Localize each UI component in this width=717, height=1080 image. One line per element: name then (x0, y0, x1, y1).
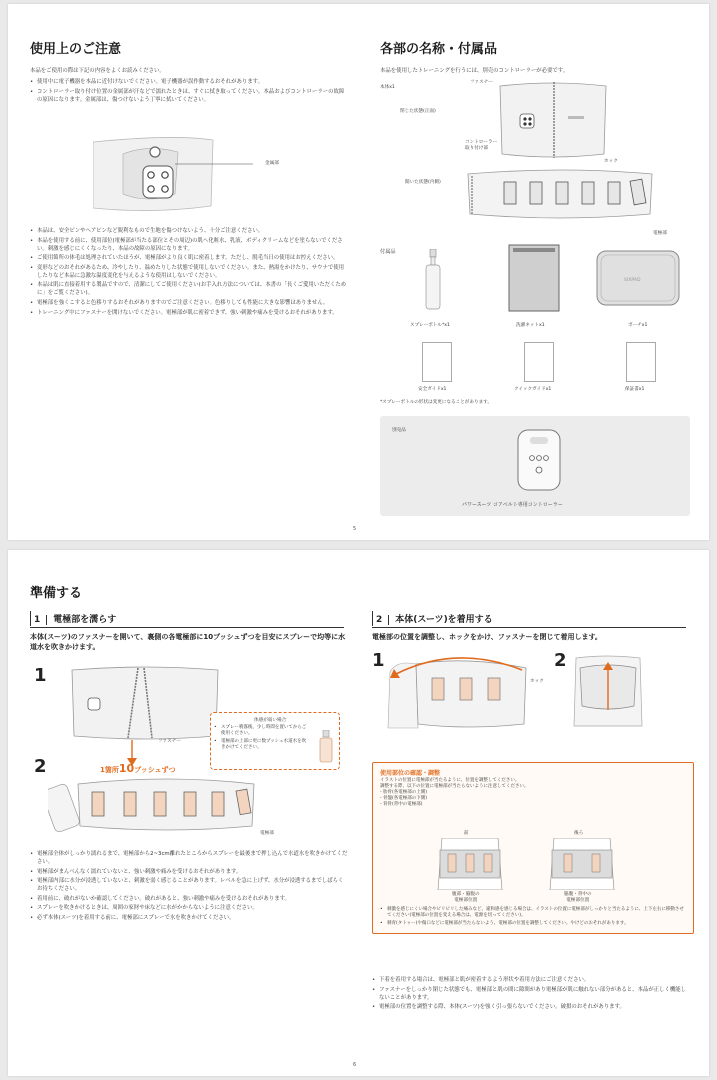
caution-item: • 変形などのおそれがあるため、冷やしたり、温めたりした状態で使用しないでください。また、熱湯をかけたり、サウナで使用したりなど本品に急激な温度変化を与えるような使用はしないでください。 (30, 264, 348, 280)
check-note-item: • 刺激を感じにくい場合やピリピリした痛みなど、違和感を感じる場合は、イラストの位置に電極部がしっかりと当たるように、上下左右に移動させてください(電極部の位置を変える場合は、電源を切ってください)。 (380, 907, 686, 919)
step2-number: 2 (374, 615, 389, 625)
accessory-safety-label: 安全ガイドx1 (418, 387, 447, 392)
step2-title: 本体(スーツ)を着用する (395, 615, 493, 625)
divider (372, 611, 373, 626)
cautions-list-top (30, 78, 348, 105)
callout-title: 体感が弱い場合 (254, 718, 287, 723)
page-number: 6 (353, 1062, 357, 1068)
accessory-net-label: 洗濯ネットx1 (516, 323, 545, 328)
pouch-brand: SIXPAD (624, 278, 641, 283)
spray-note: *スプレーボトルの形状は変更になることがあります。 (380, 400, 492, 405)
check-title: 使用部位の確認・調整 (380, 770, 441, 777)
zipper-label: ファスナー (470, 80, 493, 85)
metal-part-illustration (93, 134, 263, 214)
controller-icon (516, 428, 562, 492)
step1-title: 電極部を濡らす (53, 615, 117, 625)
check-lines (380, 778, 680, 808)
caution-item: • ご使用箇所の体毛は処理されていたほうが、電極部がより良く肌に密着します。ただし、脱毛当日の使用はお控えください。 (30, 254, 348, 262)
check-line: 調整する際、以下の位置に電極部が当たらないように注意してください。 (380, 784, 529, 789)
step1-number: 1 (32, 615, 47, 625)
callout-item: • 電極部の上部に更に数プッシュ水道水を吹きかけてください。 (214, 739, 308, 751)
note-item: • 下着を着用する場合は、電極部と肌が密着するよう形状や着用方法にご注意ください。 (372, 976, 690, 984)
step2-hook-label: ホック (530, 679, 544, 684)
caution-item: • 電極部を強くこすると色移りするおそれがありますのでご注意ください。色移りしても性能に大きな影響はありません。 (30, 299, 348, 307)
cautions-list-bottom (30, 227, 348, 318)
step2-notes (372, 976, 690, 1013)
hook-label: ホック (604, 159, 618, 164)
caution-item: • 本品を使用する前に、使用部位(電極部が当たる部位とその周辺)の肌へ化粧水、乳液、ボディクリームなどを塗らないでください。刺激を感じにくくなったり、本品の故障の原因になります。 (30, 237, 348, 253)
page-6 (8, 550, 709, 1076)
check-notes (380, 907, 686, 928)
caution-item: • コントローラー取り付け位置の金属部が汗などで濡れたときは、すぐに拭き取ってください。本品およびコントローラーの故障の原因になります。金属部は、傷つけないよう丁寧に拭いてください。 (30, 88, 348, 104)
controller-mount-label: コントローラー 取り付け部 (465, 140, 498, 151)
front-caption: 腹部・脇腹の 電極部位置 (452, 892, 480, 903)
parts-intro: 本品を使用したトレーニングを行うには、別売のコントローラーが必要です。 (380, 68, 569, 74)
step2-fig1-number: 1 (372, 650, 385, 671)
laundry-net-icon (508, 244, 560, 312)
divider (372, 627, 686, 628)
cautions-title: 使用上のご注意 (30, 42, 122, 57)
front-body-illustration (432, 838, 508, 890)
note-item: • 電極部がまんべんなく濡れていないと、強い刺激や痛みを受けるおそれがあります。 (30, 868, 348, 876)
note-item: • 電極部全体がしっかり濡れるまで、電極部から2~3cm離れたところからスプレーを最後まで押し込んで水道水を吹きかけてください。 (30, 850, 348, 866)
push-label-a: 1箇所 (100, 766, 119, 774)
push-label-count: 10 (118, 762, 135, 775)
page-number: 5 (353, 526, 357, 532)
belt-closed-illustration (498, 80, 608, 160)
step2-close-illustration (568, 654, 648, 730)
step1-electrode-label: 電極部 (260, 831, 274, 836)
note-item: • 電極部内部に水分が浸透していないと、刺激を弱く感じることがあります。レベルを急に上げず、水分が浸透するまでしばらくお待ちください。 (30, 877, 348, 893)
step2-heading (374, 612, 493, 625)
safety-guide-icon (422, 342, 452, 382)
step1-fig1-number: 1 (34, 665, 47, 686)
divider (30, 611, 31, 626)
check-note-item: • 刺青(タトゥー)や傷口などに電極部が当たらないよう、電極部の位置を調整してください。やけどのおそれがあります。 (380, 921, 686, 927)
check-line: - 骨盤(各電極部の下側) (380, 796, 428, 801)
step1-belt-illustration (70, 664, 220, 742)
note-item: • スプレーを吹きかけるときは、周囲の家財や床などに水がかからないように注意ください。 (30, 904, 348, 912)
back-caption: 脇腹・背中の 電極部位置 (564, 892, 592, 903)
body-label: 本体x1 (380, 85, 395, 90)
accessory-spray-label: スプレーボトル*x1 (410, 323, 450, 328)
back-label: 後ろ (574, 831, 584, 836)
step1-spray-illustration (48, 772, 258, 836)
prepare-title: 準備する (30, 586, 83, 601)
note-item: • 着用前に、破れがないか確認してください。破れがあると、強い刺激や痛みを受けるおそれがあります。 (30, 895, 348, 903)
push-label-c: プッシュずつ (134, 766, 176, 774)
accessory-pouch-label: ポーチx1 (628, 323, 648, 328)
step2-wrap-illustration (386, 650, 536, 730)
open-state-label: 開いた状態(内側) (405, 180, 441, 185)
step1-heading (32, 612, 116, 625)
step2-fig2-number: 2 (554, 650, 567, 671)
step1-notes (30, 850, 348, 924)
cautions-intro: 本品をご使用の際は下記の内容をよくお読みください。 (30, 68, 165, 74)
step2-lead: 電極部の位置を調整し、ホックをかけ、ファスナーを閉じて着用します。 (372, 633, 602, 641)
note-item: • 必ず本体(スーツ)を着用する前に、電極部にスプレーで水を吹きかけてください。 (30, 914, 348, 922)
parts-title: 各部の名称・付属品 (380, 42, 498, 57)
spray-bottle-icon (418, 249, 448, 311)
note-item: • 電極部の位置を調整する際、本体(スーツ)を強く引っ張らないでください。破損のおそれがあります。 (372, 1003, 690, 1011)
electrode-label: 電極部 (653, 231, 667, 236)
closed-state-label: 閉じた状態(正面) (400, 109, 436, 114)
divider (30, 627, 344, 628)
caution-item: • 本品は肌に直接着用する製品ですので、清潔にしてご使用ください(お手入れ方法については、本書の「長くご愛用いただくために」をご覧ください)。 (30, 281, 348, 297)
accessories-title: 付属品 (380, 249, 396, 255)
small-spray-icon (316, 730, 336, 764)
step1-zipper-label: ファスナー (158, 739, 181, 744)
caution-item: • 使用中に電子機器を本品に近付けないでください。電子機器が誤作動するおそれがあります。 (30, 78, 348, 86)
check-line: - 肋骨(各電極部の上側) (380, 790, 428, 795)
step1-fig2-number: 2 (34, 756, 47, 777)
caution-item: • 本品は、安全ピンやヘアピンなど鋭利なもので生地を傷つけないよう、十分ご注意ください。 (30, 227, 348, 235)
back-body-illustration (544, 838, 620, 890)
callout-item: • スプレー噴霧後、少し時間を置いてからご使用ください。 (214, 725, 308, 737)
front-label: 前 (464, 831, 469, 836)
accessory-quick-label: クイックガイドx1 (514, 387, 552, 392)
accessory-warranty-label: 保証書x1 (625, 387, 645, 392)
caution-item: • トレーニング中にファスナーを開けないでください。電極部が肌に密着できず、強い刺激や痛みを受けるおそれがあります。 (30, 309, 348, 317)
warranty-icon (626, 342, 656, 382)
sold-separately-item: パワースーツ コアベルト専用コントローラー (462, 502, 563, 508)
quick-guide-icon (524, 342, 554, 382)
note-item: • ファスナーをしっかり閉じた状態でも、電極部と肌の間に隙間があり電極部が肌に触れない部分があると、本品が正しく機能しないことがあります。 (372, 986, 690, 1002)
check-line: イラストの位置に電極部が当たるように、位置を調整してください。 (380, 778, 520, 783)
page-5 (8, 4, 709, 540)
sold-separately-title: 別売品 (392, 428, 406, 433)
belt-open-illustration (466, 164, 656, 224)
callout-list (214, 725, 308, 752)
metal-part-label: 金属部 (265, 161, 279, 166)
step1-lead: 本体(スーツ)のファスナーを開いて、裏側の各電極部に10プッシュずつを目安にスプレーで均等に水道水を吹きかけます。 (30, 633, 346, 651)
check-line: - 背骨(背中の電極部) (380, 802, 423, 807)
